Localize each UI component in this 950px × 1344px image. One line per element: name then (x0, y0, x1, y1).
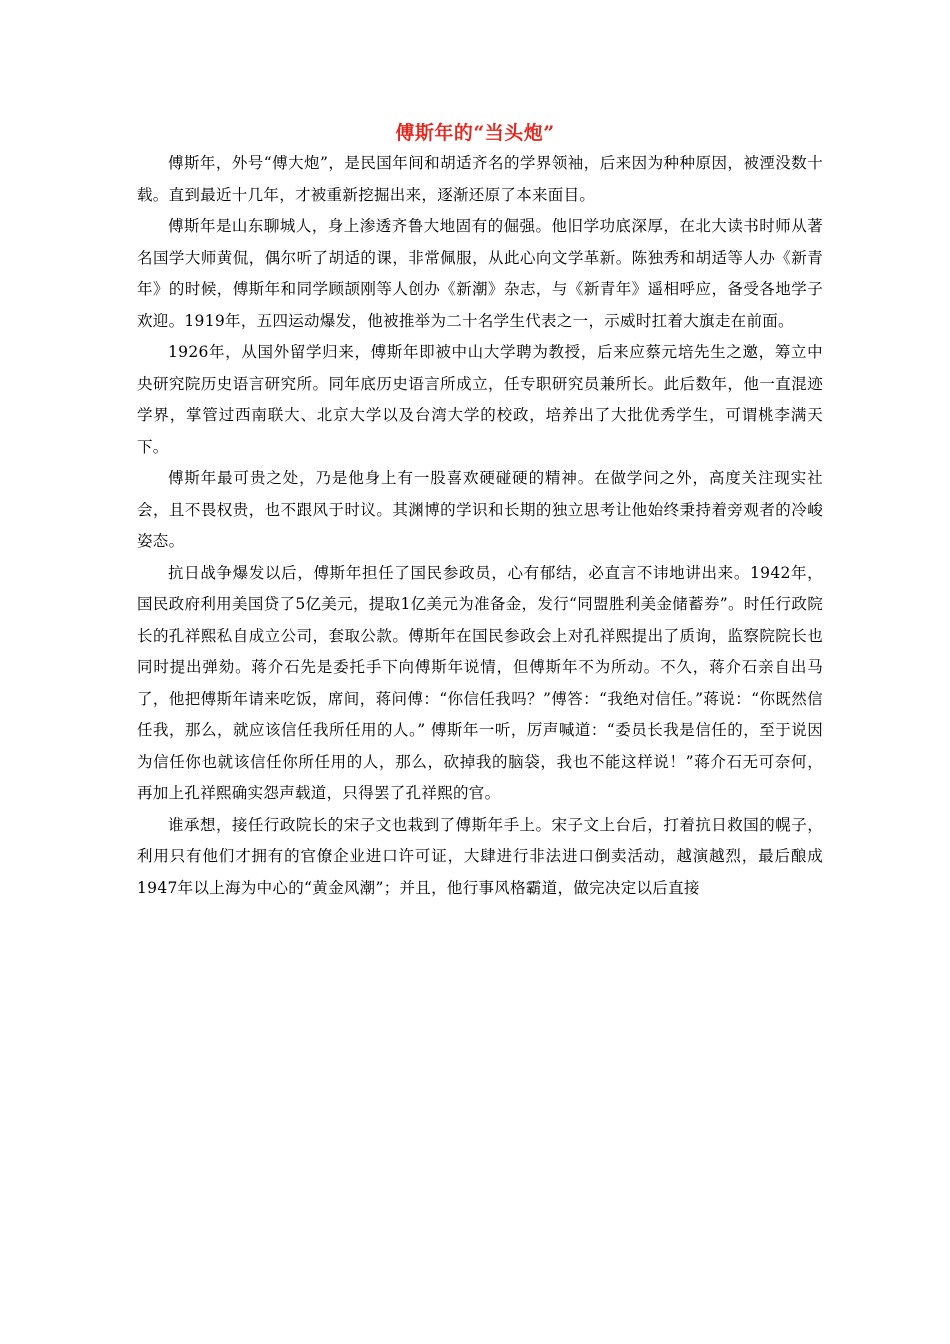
paragraph-career: 1926年，从国外留学归来，傅斯年即被中山大学聘为教授，后来应蔡元培先生之邀，筹立中央研究院历史语言研究所。同年底历史语言所成立，任专职研究员兼所长。此后数年，他一直混迹学界，掌管过西南联大、北京大学以及台湾大学的校政，培养出了大批优秀学生，可谓桃李满天下。 (137, 343, 823, 456)
paragraph-intro: 傅斯年，外号“傅大炮”，是民国年间和胡适齐名的学界领袖，后来因为种种原因，被湮没数十载。直到最近十几年，才被重新挖掘出来，逐渐还原了本来面目。 (137, 154, 823, 204)
paragraph-character: 傅斯年最可贵之处，乃是他身上有一股喜欢硬碰硬的精神。在做学问之外，高度关注现实社会，且不畏权贵，也不跟风于时议。其渊博的学识和长期的独立思考让他始终秉持着旁观者的冷峻姿态。 (137, 469, 823, 550)
document-title: 傅斯年的“当头炮” (395, 122, 555, 144)
document-body (137, 148, 823, 904)
paragraph-song-ziwen: 谁承想，接任行政院长的宋子文也栽到了傅斯年手上。宋子文上台后，打着抗日救国的幌子，利用只有他们才拥有的官僚企业进口许可证，大肆进行非法进口倒卖活动，越演越烈，最后酿成1947年以上海为中心的“黄金风潮”；并且，他行事风格霸道，做完决定以后直接 (137, 815, 823, 897)
paragraph-kong-xiangxi: 抗日战争爆发以后，傅斯年担任了国民参政员，心有郁结，必直言不讳地讲出来。1942年，国民政府利用美国贷了5亿美元，提取1亿美元为准备金，发行“同盟胜利美金储蓄券”。时任行政院长的孔祥熙私自成立公司，套取公款。傅斯年在国民参政会上对孔祥熙提出了质询，监察院院长也同时提出弹劾。蒋介石先是委托手下向傅斯年说情，但傅斯年不为所动。不久，蒋介石亲自出马了，他把傅斯年请来吃饭，席间，蒋问傅：“你信任我吗？”傅答：“我绝对信任。”蒋说：“你既然信任我，那么，就应该信任我所任用的人。” 傅斯年一听，厉声喊道：“委员长我是信任的，至于说因为信任你也就该信任你所任用的人，那么，砍掉我的脑袋，我也不能这样说！”蒋介石无可奈何，再加上孔祥熙确实怨声载道，只得罢了孔祥熙的官。 (137, 563, 823, 802)
paragraph-background: 傅斯年是山东聊城人，身上渗透齐鲁大地固有的倔强。他旧学功底深厚，在北大读书时师从著名国学大师黄侃，偶尔听了胡适的课，非常佩服，从此心向文学革新。陈独秀和胡适等人办《新青年》的时候，傅斯年和同学顾颉刚等人创办《新潮》杂志，与《新青年》遥相呼应，备受各地学子欢迎。1919年，五四运动爆发，他被推举为二十名学生代表之一，示威时扛着大旗走在前面。 (137, 217, 823, 330)
